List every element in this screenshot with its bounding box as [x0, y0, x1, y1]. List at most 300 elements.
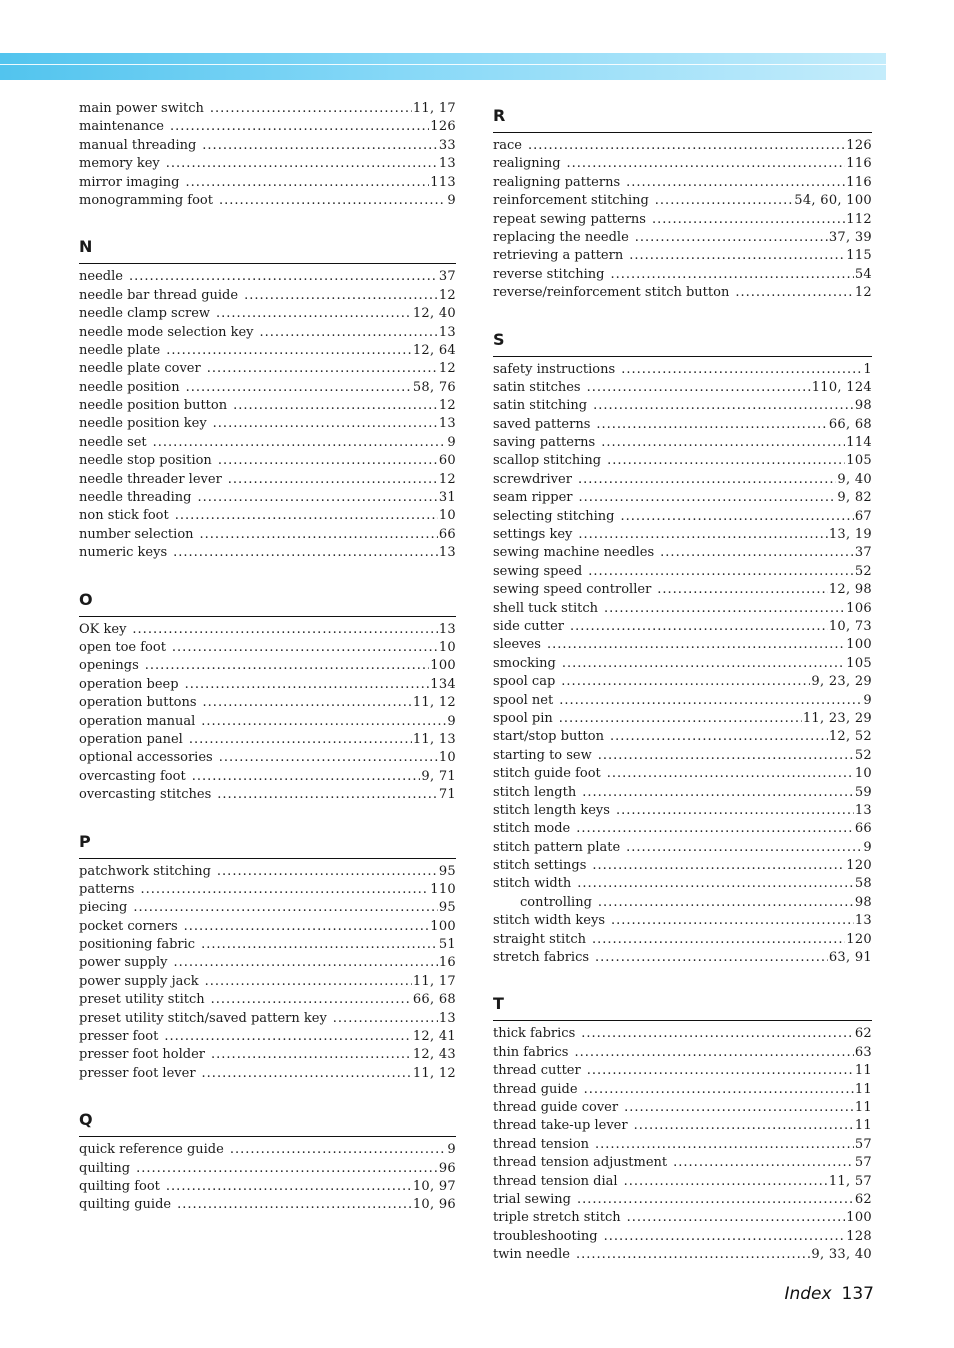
- index-entry: [79, 434, 456, 452]
- index-entry: [79, 1141, 456, 1159]
- index-term: needle plate cover: [79, 361, 201, 377]
- index-page-refs: 9, 40: [837, 471, 872, 487]
- dot-leader: [621, 361, 862, 379]
- index-term: positioning fabric: [79, 937, 196, 953]
- index-entry: [493, 155, 872, 173]
- index-page-refs: 110, 124: [811, 379, 872, 395]
- index-term: thread tension adjustment: [493, 1155, 668, 1171]
- dot-leader: [333, 1010, 438, 1028]
- index-entry: [493, 229, 872, 247]
- index-term: patterns: [79, 881, 135, 897]
- index-term: race: [493, 138, 522, 153]
- index-term: overcasting foot: [79, 768, 186, 784]
- section-letter-heading: Q: [79, 1104, 456, 1137]
- index-entry: [79, 489, 456, 507]
- index-page-refs: 37, 39: [828, 229, 872, 245]
- index-term: twin needle: [493, 1247, 570, 1263]
- index-entry: [493, 247, 872, 265]
- index-entry: [493, 434, 872, 452]
- index-entry: [493, 839, 872, 857]
- index-page-refs: 9, 71: [421, 768, 456, 784]
- dot-leader: [607, 452, 845, 470]
- index-entry: [79, 749, 456, 767]
- index-term: troubleshooting: [493, 1228, 598, 1244]
- index-page-refs: 105: [846, 453, 872, 469]
- dot-leader: [588, 563, 854, 581]
- index-page-refs: 12, 40: [412, 306, 456, 322]
- dot-leader: [200, 526, 438, 544]
- index-page-refs: 62: [854, 1026, 872, 1042]
- index-term: thread cutter: [493, 1063, 581, 1079]
- index-entry: [493, 692, 872, 710]
- dot-leader: [217, 863, 438, 881]
- dot-leader: [610, 266, 853, 284]
- index-term: preset utility stitch: [79, 992, 205, 1008]
- index-page-refs: 11, 57: [828, 1173, 872, 1189]
- index-term: presser foot holder: [79, 1047, 206, 1063]
- index-page-refs: 10: [438, 750, 456, 766]
- dot-leader: [570, 618, 828, 636]
- dot-leader: [635, 229, 828, 247]
- index-entry: [79, 936, 456, 954]
- index-term: needle mode selection key: [79, 324, 254, 340]
- dot-leader: [166, 1178, 412, 1196]
- dot-leader: [592, 857, 845, 875]
- index-term: manual threading: [79, 137, 197, 153]
- index-entry: [79, 118, 456, 136]
- index-page-refs: 10, 97: [412, 1178, 456, 1194]
- index-page-refs: 13: [854, 913, 872, 929]
- index-entry: [493, 489, 872, 507]
- index-page-refs: 120: [846, 931, 872, 947]
- index-term: mirror imaging: [79, 174, 180, 190]
- dot-leader: [624, 1099, 854, 1117]
- index-term: stitch settings: [493, 858, 587, 874]
- dot-leader: [576, 1246, 810, 1264]
- dot-leader: [166, 155, 438, 173]
- index-page-refs: 106: [846, 600, 872, 616]
- index-page-refs: 9: [447, 713, 456, 729]
- dot-leader: [166, 342, 412, 360]
- index-page-refs: 66: [438, 526, 456, 542]
- index-term: number selection: [79, 526, 194, 542]
- index-page-refs: 10, 73: [828, 618, 872, 634]
- dot-leader: [593, 397, 854, 415]
- index-entry: [493, 526, 872, 544]
- index-entry: [79, 694, 456, 712]
- dot-leader: [153, 434, 447, 452]
- index-page-refs: 11: [854, 1081, 872, 1097]
- index-term: thread take-up lever: [493, 1118, 628, 1134]
- index-entry: [79, 954, 456, 972]
- index-entry: [493, 1062, 872, 1080]
- index-entry: [493, 618, 872, 636]
- index-entry: [79, 287, 456, 305]
- index-page-refs: 120: [846, 858, 872, 874]
- dot-leader: [657, 581, 828, 599]
- index-page-refs: 31: [438, 490, 456, 506]
- index-page-refs: 11: [854, 1099, 872, 1115]
- index-entry: [79, 713, 456, 731]
- dot-leader: [175, 507, 438, 525]
- dot-leader: [578, 526, 827, 544]
- index-term: repeat sewing patterns: [493, 211, 646, 227]
- index-entry: [79, 471, 456, 489]
- index-page-refs: 12, 64: [412, 342, 456, 358]
- index-entry: [493, 802, 872, 820]
- index-term: selecting stitching: [493, 508, 615, 524]
- index-entry: [493, 1154, 872, 1172]
- index-term: safety instructions: [493, 361, 616, 377]
- index-term: pocket corners: [79, 918, 178, 934]
- index-term: realigning: [493, 156, 561, 172]
- index-term: quilting guide: [79, 1197, 172, 1213]
- page-footer: [784, 1284, 874, 1304]
- index-term: needle clamp screw: [79, 306, 211, 322]
- index-entry: [493, 266, 872, 284]
- dot-leader: [189, 731, 412, 749]
- header-band: [0, 53, 886, 80]
- index-page-refs: 13: [438, 156, 456, 172]
- section-letter-heading: P: [79, 826, 456, 859]
- index-entry: [493, 379, 872, 397]
- index-page-refs: 12: [438, 471, 456, 487]
- index-page-refs: 116: [846, 156, 872, 172]
- section-letter-heading: O: [79, 584, 456, 617]
- index-term: needle bar thread guide: [79, 287, 239, 303]
- index-page-refs: 11: [854, 1118, 872, 1134]
- index-entry: [493, 581, 872, 599]
- index-page-refs: 13, 19: [828, 527, 872, 543]
- index-entry: [493, 912, 872, 930]
- index-page-refs: 13: [438, 621, 456, 637]
- index-term: scallop stitching: [493, 453, 602, 469]
- index-entry: [493, 1099, 872, 1117]
- index-page-refs: 60: [438, 453, 456, 469]
- dot-leader: [132, 621, 437, 639]
- index-page-refs: 98: [854, 398, 872, 414]
- index-term: operation buttons: [79, 695, 197, 711]
- index-entry: [493, 1228, 872, 1246]
- index-page-refs: 67: [854, 508, 872, 524]
- dot-leader: [145, 657, 430, 675]
- index-entry: [79, 918, 456, 936]
- index-term: piecing: [79, 900, 128, 916]
- section-letter-heading: S: [493, 324, 872, 357]
- index-page-refs: 9, 82: [837, 490, 872, 506]
- index-entry: [493, 710, 872, 728]
- header-band-line: [0, 64, 886, 65]
- dot-leader: [562, 655, 845, 673]
- index-page-refs: 57: [854, 1155, 872, 1171]
- dot-leader: [559, 692, 862, 710]
- index-page-refs: 12, 98: [828, 582, 872, 598]
- index-page-refs: 105: [846, 655, 872, 671]
- index-entry: [79, 973, 456, 991]
- index-page-refs: 13: [438, 1010, 456, 1026]
- index-entry: [493, 820, 872, 838]
- index-term: stitch width keys: [493, 913, 605, 929]
- index-page-refs: 11, 12: [412, 1065, 456, 1081]
- index-term: power supply: [79, 955, 168, 971]
- dot-leader: [601, 434, 845, 452]
- index-page-refs: 100: [846, 637, 872, 653]
- index-term: stretch fabrics: [493, 950, 590, 966]
- dot-leader: [627, 1209, 846, 1227]
- index-entry: [79, 268, 456, 286]
- section-letter-heading: T: [493, 988, 872, 1021]
- index-entry: [493, 1173, 872, 1191]
- index-entry: [493, 452, 872, 470]
- dot-leader: [219, 192, 446, 210]
- index-page-refs: 9, 23, 29: [811, 674, 872, 690]
- index-entry: [79, 1010, 456, 1028]
- index-entry: [493, 1246, 872, 1264]
- index-page-refs: 96: [438, 1160, 456, 1176]
- index-term: sewing speed controller: [493, 582, 652, 598]
- dot-leader: [219, 749, 438, 767]
- index-entry: [79, 192, 456, 210]
- index-term: memory key: [79, 156, 160, 172]
- index-term: thread tension: [493, 1136, 590, 1152]
- index-entry: [493, 174, 872, 192]
- index-page-refs: 128: [846, 1228, 872, 1244]
- index-entry: [79, 1196, 456, 1214]
- dot-leader: [616, 802, 854, 820]
- dot-leader: [578, 471, 836, 489]
- index-term: realigning patterns: [493, 174, 621, 190]
- dot-leader: [611, 912, 854, 930]
- section-gap: [79, 563, 456, 584]
- index-term: saved patterns: [493, 416, 591, 432]
- dot-leader: [584, 1081, 854, 1099]
- index-page-refs: 113: [430, 174, 456, 190]
- index-page-refs: 58, 76: [412, 379, 456, 395]
- index-section: [493, 324, 872, 968]
- index-entry: [493, 361, 872, 379]
- index-page-refs: 11, 23, 29: [802, 710, 872, 726]
- index-term: main power switch: [79, 101, 204, 116]
- dot-leader: [184, 918, 430, 936]
- index-term: quilting foot: [79, 1178, 160, 1194]
- index-entry: [493, 544, 872, 562]
- index-entry: [493, 875, 872, 893]
- dot-leader: [210, 100, 412, 118]
- index-term: optional accessories: [79, 750, 213, 766]
- index-term: spool net: [493, 692, 554, 708]
- index-page-refs: 10: [438, 639, 456, 655]
- index-column-right: [493, 100, 872, 1264]
- dot-leader: [136, 1160, 438, 1178]
- index-page-refs: 12: [438, 361, 456, 377]
- index-page-refs: 1: [863, 361, 872, 377]
- index-term: reverse stitching: [493, 266, 605, 282]
- index-entry: [493, 137, 872, 155]
- section-letter-heading: R: [493, 100, 872, 133]
- dot-leader: [211, 1046, 412, 1064]
- index-page-refs: 11, 12: [412, 695, 456, 711]
- index-page-refs: 11, 17: [412, 101, 456, 116]
- dot-leader: [595, 1136, 854, 1154]
- dot-leader: [218, 452, 438, 470]
- index-term: reverse/reinforcement stitch button: [493, 285, 730, 301]
- index-page-refs: 13: [438, 324, 456, 340]
- index-page-refs: 100: [430, 918, 456, 934]
- index-page-refs: 58: [854, 876, 872, 892]
- index-entry: [493, 1136, 872, 1154]
- index-term: thin fabrics: [493, 1044, 569, 1060]
- dot-leader: [173, 544, 438, 562]
- index-page-refs: 37: [854, 545, 872, 561]
- index-entry: [79, 768, 456, 786]
- index-entry: [493, 1191, 872, 1209]
- index-section: [493, 100, 872, 303]
- index-term: presser foot: [79, 1029, 159, 1045]
- dot-leader: [198, 489, 438, 507]
- dot-leader: [172, 639, 438, 657]
- index-entry: [493, 949, 872, 967]
- index-term: retrieving a pattern: [493, 248, 624, 264]
- index-page-refs: 95: [438, 863, 456, 879]
- index-term: presser foot lever: [79, 1065, 196, 1081]
- index-term: needle: [79, 269, 123, 285]
- index-term: needle threading: [79, 490, 192, 506]
- dot-leader: [581, 1025, 854, 1043]
- index-term: side cutter: [493, 618, 564, 634]
- dot-leader: [203, 694, 412, 712]
- index-page-refs: 10: [438, 508, 456, 524]
- index-term: triple stretch stitch: [493, 1210, 621, 1226]
- index-entry: [79, 100, 456, 118]
- index-page-refs: 9: [447, 1142, 456, 1158]
- dot-leader: [561, 673, 810, 691]
- dot-leader: [174, 954, 438, 972]
- dot-leader: [587, 1062, 854, 1080]
- index-entry: [493, 636, 872, 654]
- index-term: spool cap: [493, 674, 556, 690]
- index-page-refs: 134: [430, 676, 456, 692]
- dot-leader: [202, 1065, 412, 1083]
- index-term: thread guide: [493, 1081, 578, 1097]
- index-entry: [493, 397, 872, 415]
- index-term: openings: [79, 658, 139, 674]
- dot-leader: [577, 875, 854, 893]
- index-entry: [79, 305, 456, 323]
- index-term: smocking: [493, 655, 556, 671]
- index-term: thread tension dial: [493, 1173, 618, 1189]
- dot-leader: [133, 899, 438, 917]
- footer-section-label: Index: [784, 1284, 832, 1304]
- index-term: needle set: [79, 434, 147, 450]
- dot-leader: [652, 211, 845, 229]
- index-entry: [79, 657, 456, 675]
- index-term: stitch mode: [493, 821, 571, 837]
- index-term: open toe foot: [79, 639, 166, 655]
- index-entry: [79, 786, 456, 804]
- index-term: stitch width: [493, 876, 572, 892]
- index-entry: [493, 894, 872, 912]
- index-entry: [79, 639, 456, 657]
- dot-leader: [559, 710, 802, 728]
- dot-leader: [574, 1044, 853, 1062]
- dot-leader: [567, 155, 846, 173]
- page-number: 137: [841, 1284, 874, 1304]
- dot-leader: [587, 379, 811, 397]
- index-entry: [493, 1044, 872, 1062]
- dot-leader: [579, 489, 837, 507]
- index-page-refs: 37: [438, 269, 456, 285]
- index-term: non stick foot: [79, 508, 169, 524]
- index-page-refs: 12: [438, 287, 456, 303]
- index-entry: [79, 621, 456, 639]
- index-entry: [493, 765, 872, 783]
- index-term: stitch length keys: [493, 802, 610, 818]
- index-page-refs: 52: [854, 563, 872, 579]
- index-term: patchwork stitching: [79, 863, 211, 879]
- index-page-refs: 57: [854, 1136, 872, 1152]
- dot-leader: [598, 894, 854, 912]
- dot-leader: [244, 287, 438, 305]
- index-entry: [493, 600, 872, 618]
- index-page-refs: 10: [854, 766, 872, 782]
- dot-leader: [735, 284, 854, 302]
- dot-leader: [598, 747, 854, 765]
- index-entry: [79, 174, 456, 192]
- index-term: needle stop position: [79, 453, 212, 469]
- dot-leader: [547, 636, 845, 654]
- index-term: stitch guide foot: [493, 766, 601, 782]
- index-page-refs: 9: [863, 839, 872, 855]
- index-entry: [493, 747, 872, 765]
- index-entry: [493, 1081, 872, 1099]
- index-term: needle position button: [79, 398, 228, 414]
- section-gap: [493, 303, 872, 324]
- index-section: [79, 231, 456, 562]
- index-term: needle threader lever: [79, 471, 222, 487]
- index-entry: [79, 731, 456, 749]
- index-entry: [79, 324, 456, 342]
- index-term: reinforcement stitching: [493, 193, 649, 209]
- index-term: operation beep: [79, 676, 179, 692]
- index-page-refs: 11, 13: [412, 731, 456, 747]
- index-entry: [493, 192, 872, 210]
- index-term: settings key: [493, 527, 573, 543]
- dot-leader: [626, 174, 845, 192]
- index-entry: [493, 284, 872, 302]
- dot-leader: [629, 247, 845, 265]
- dot-leader: [610, 728, 828, 746]
- index-page-refs: 116: [846, 174, 872, 190]
- index-page-refs: 71: [438, 787, 456, 803]
- index-term: screwdriver: [493, 471, 572, 487]
- index-term: needle position: [79, 379, 180, 395]
- index-section: [79, 100, 456, 210]
- index-entry: [79, 379, 456, 397]
- dot-leader: [230, 1141, 447, 1159]
- index-page-refs: 12, 52: [828, 729, 872, 745]
- index-page-refs: 9: [863, 692, 872, 708]
- dot-leader: [607, 765, 854, 783]
- index-entry: [79, 544, 456, 562]
- index-entry: [79, 881, 456, 899]
- dot-leader: [170, 118, 429, 136]
- index-term: needle plate: [79, 342, 161, 358]
- dot-leader: [582, 784, 854, 802]
- index-entry: [493, 471, 872, 489]
- index-term: sewing speed: [493, 563, 583, 579]
- dot-leader: [596, 416, 827, 434]
- index-entry: [79, 507, 456, 525]
